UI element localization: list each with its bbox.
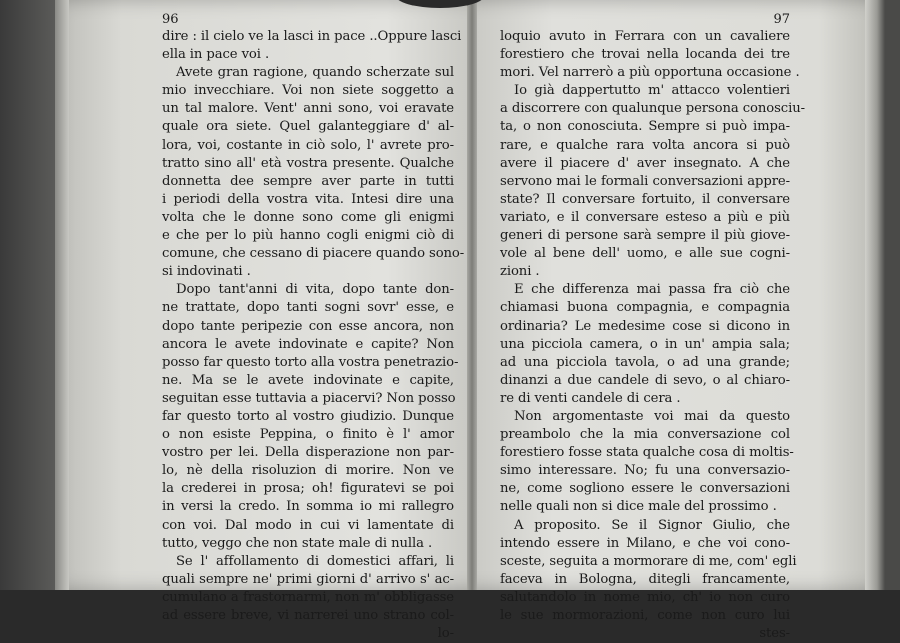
text-line: seguitan esse tuttavia a piacervi? Non posso [162, 390, 456, 406]
text-line: un tal malore. Vent' anni sono, voi eravate [162, 101, 454, 117]
text-line: nelle quali non si dice male del prossimo . [500, 499, 777, 515]
text-line: Avete gran ragione, quando scherzate sul [176, 65, 454, 81]
text-line: lo, nè della risoluzion di morire. Non ve [162, 463, 454, 479]
text-line: Se l' affollamento di domestici affari, li [176, 553, 454, 569]
text-line: vostro per lei. Della disperazione non par- [162, 445, 454, 461]
text-line: ta, o non conosciuta. Sempre si può impa- [500, 119, 790, 135]
text-line: mio invecchiare. Voi non siete soggetto a [162, 83, 454, 99]
text-line: far questo torto al vostro giudizio. Dunque [162, 408, 454, 424]
text-line: E che differenza mai passa fra ciò che [514, 282, 790, 298]
text-line: mori. Vel narrerò a più opportuna occasione . [500, 65, 800, 81]
page-text-block [500, 28, 805, 643]
text-line: vole al bene dell' uomo, e alle sue cogni- [500, 246, 790, 262]
text-line: ne trattate, dopo tanti sogni sovr' esse, e [162, 300, 454, 316]
text-line: ancora le avete indovinate e capite? Non [162, 336, 454, 352]
text-line: ad una picciola tavola, o ad una grande; [500, 354, 790, 370]
text-line: ordinaria? Le medesime cose si dicono in [500, 318, 790, 334]
text-line: re di venti candele di cera . [500, 390, 681, 406]
text-line: rare, e qualche rara volta ancora si può [500, 137, 790, 153]
text-line: o non esiste Peppina, o finito è l' amor [162, 427, 454, 443]
text-line: una picciola camera, o in un' ampia sala; [500, 336, 790, 352]
text-line: in versi la credo. In somma io mi rallegro [162, 499, 454, 515]
text-line: donnetta dee sempre aver parte in tutti [162, 173, 454, 189]
text-line: stes- [759, 626, 790, 642]
text-line: generi di persone sarà sempre il più giove- [500, 228, 790, 244]
text-line: comune, che cessano di piacere quando sono- [162, 246, 465, 262]
text-line: tutto, veggo che non state male di nulla . [162, 535, 433, 551]
text-line: intendo essere in Milano, e che voi cono- [500, 535, 790, 551]
text-line: lo- [437, 626, 454, 642]
text-line: posso far questo torto alla vostra penetrazio- [162, 354, 459, 370]
page-number: 97 [773, 12, 790, 27]
text-line: si indovinati . [162, 264, 251, 280]
text-line: quali sempre ne' primi giorni d' arrivo s' ac- [162, 571, 454, 587]
book-gutter [467, 0, 477, 590]
text-line: a discorrere con qualunque persona conosciu- [500, 101, 805, 117]
text-line: dire : il cielo ve la lasci in pace ..Oppure lasci [162, 29, 462, 44]
text-line: forestiero che trovai nella locanda dei tre [500, 47, 790, 63]
text-line: simo interessare. No; fu una conversazio- [500, 463, 790, 479]
text-line: con voi. Dal modo in cui vi lamentate di [162, 517, 454, 533]
text-line: le sue mormorazioni, come non curo lui [500, 608, 790, 623]
text-line: zioni . [500, 264, 540, 280]
text-line: Non argomentaste voi mai da questo [514, 408, 790, 424]
text-line: Dopo tant'anni di vita, dopo tante don- [176, 282, 454, 298]
text-line: faceva in Bologna, ditegli francamente, [500, 571, 790, 587]
text-line: sceste, seguita a mormorare di me, com' egli [500, 553, 797, 569]
text-line: lora, voi, costante in ciò solo, l' avrete pro- [162, 137, 454, 153]
text-line: A proposito. Se il Signor Giulio, che [514, 517, 790, 533]
text-line: ella in pace voi . [162, 47, 270, 63]
text-line: ne, come sogliono essere le conversazioni [500, 481, 790, 497]
text-line: variato, e il conversare esteso a più e più [500, 209, 790, 225]
page-text-block [162, 28, 465, 643]
text-line: state? Il conversare fortuito, il conversare [500, 191, 790, 207]
text-line: avere il piacere d' aver insegnato. A che [500, 155, 790, 171]
text-line: Io già dappertutto m' attacco volentieri [514, 83, 790, 99]
text-line: servono mai le formali conversazioni appre- [500, 173, 790, 189]
text-line: ad essere breve, vi narrerei uno strano col- [162, 608, 454, 623]
text-line: chiamasi buona compagnia, e compagnia [500, 300, 790, 316]
text-line: salutandolo in nome mio, ch' io non curo [500, 589, 790, 605]
text-line: tratto sino all' età vostra presente. Qualche [162, 155, 454, 171]
text-line: dopo tante peripezie con esse ancora, non [162, 318, 454, 334]
left-page-edge [55, 0, 69, 590]
page-number: 96 [162, 12, 179, 27]
text-line: cumulano a frastornarmi, non m' obbligasse [162, 589, 454, 605]
text-line: i periodi della vostra vita. Intesi dire una [162, 191, 454, 207]
text-line: quale ora siete. Quel galanteggiare d' al- [162, 119, 454, 135]
right-page-edge [865, 0, 885, 590]
text-line: loquio avuto in Ferrara con un cavaliere [500, 29, 790, 44]
text-line: forestiero fosse stata qualche cosa di moltis- [500, 445, 794, 461]
text-line: volta che le donne sono come gli enigmi [162, 209, 454, 225]
text-line: ne. Ma se le avete indovinate e capite, [162, 372, 454, 388]
text-line: dinanzi a due candele di sevo, o al chiaro- [500, 372, 790, 388]
text-line: preambolo che la mia conversazione col [500, 427, 790, 443]
text-line: la crederei in prosa; oh! figuratevi se poi [162, 481, 454, 497]
text-line: e che per lo più hanno cogli enigmi ciò di [162, 228, 454, 244]
